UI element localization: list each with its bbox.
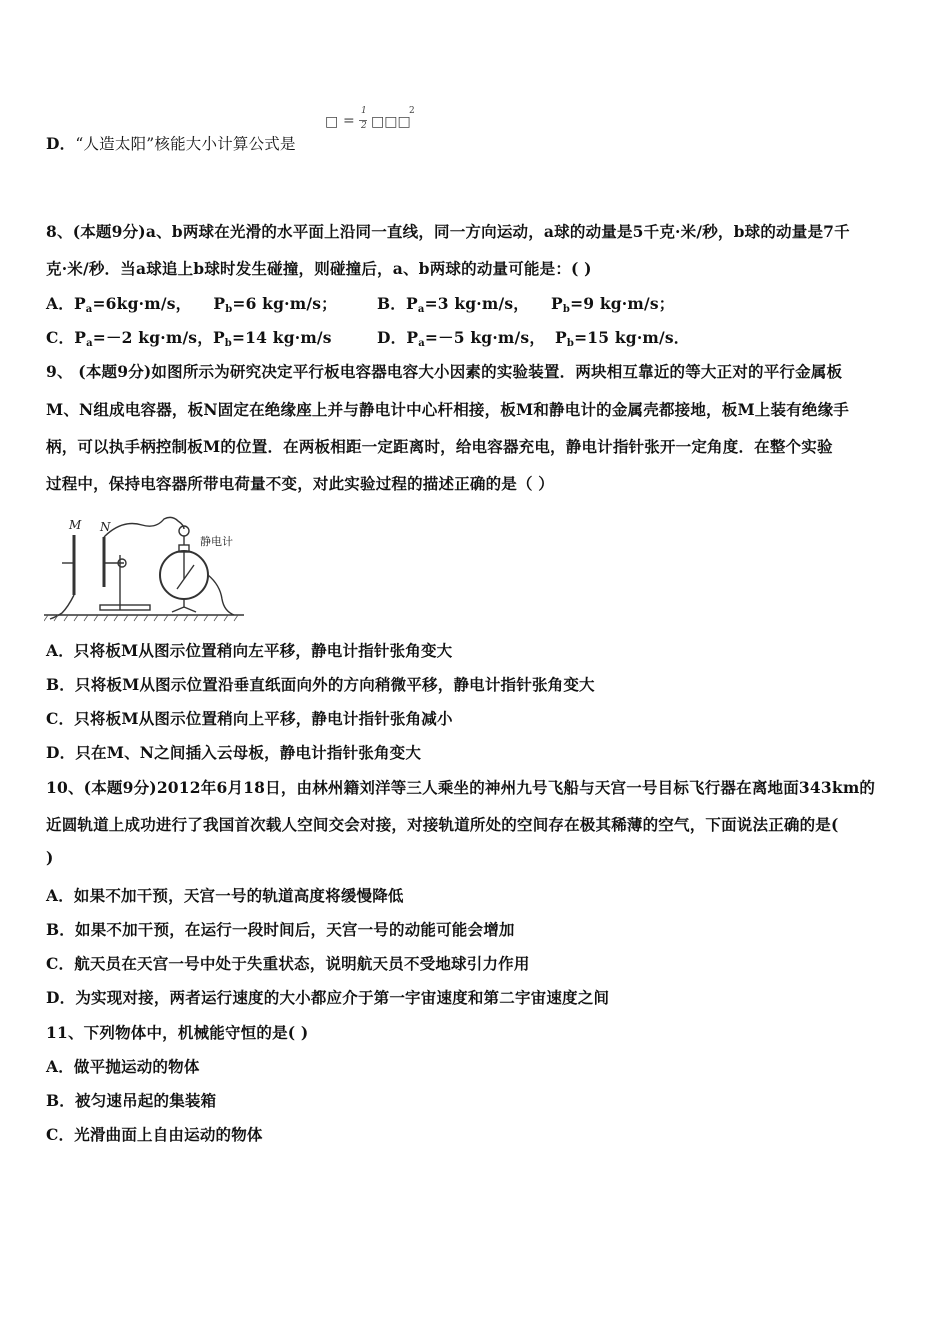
q7-formula [325,108,425,142]
q9-option-a: A．只将板M从图示位置稍向左平移，静电计指针张角变大 [46,641,453,660]
formula-box: □ [325,114,339,130]
q9-stem-text4: 过程中，保持电容器所带电荷量不变，对此实验过程的描述正确的是（ ） [46,474,554,493]
q8-option-c-pb: =14 kg·m/s [232,328,332,347]
q8-option-c-label: C． [46,328,75,347]
p-symbol: P [555,328,567,347]
sub-a: a [418,338,425,349]
p-symbol: P [406,328,419,347]
q10-stem-line3: ) [46,848,54,867]
p-symbol: P [551,294,563,313]
formula-denominator: 2 [361,121,367,131]
q8-option-b-pb: =9 kg·m/s； [570,294,675,313]
q9-stem-line4 [46,474,554,494]
formula-equals: = [343,113,355,129]
electrometer-ground-wire [208,575,234,615]
q8-option-d [377,328,690,348]
label-n: N [100,520,111,534]
q8-option-b [377,294,675,314]
q8-stem-line1 [46,222,850,242]
q8-option-c [46,328,332,348]
sub-a: a [85,304,93,315]
sub-b: b [566,338,575,349]
q11-option-b: B．被匀速吊起的集装箱 [46,1091,217,1110]
ground-hatch [44,615,238,621]
q9-option-d: D．只在M、N之间插入云母板，静电计指针张角变大 [46,743,422,762]
q10-stem-line1: 10、(本题9分)2012年6月18日，由林州籍刘洋等三人乘坐的神州九号飞船与天宫一号目标飞行器在离地面343km的 [46,778,876,797]
q8-option-a-label: A． [46,294,74,313]
q8-option-a-pa: =6kg·m/s， [92,294,192,313]
connecting-wire [104,517,184,537]
q10-option-b: B．如果不加干预，在运行一段时间后，天宫一号的动能可能会增加 [46,920,515,939]
q8-number: 8、 [46,222,73,241]
label-electrometer: 静电计 [200,535,233,548]
electrometer-leg-right [184,607,196,612]
label-m: M [69,518,82,532]
electrometer-needle [177,565,194,589]
q10-option-a: A．如果不加干预，天宫一号的轨道高度将缓慢降低 [46,886,404,905]
q11-stem: 11、下列物体中，机械能守恒的是( ) [46,1023,309,1042]
sub-b: b [224,338,232,349]
q9-stem-line3 [46,437,833,457]
q9-option-b: B．只将板M从图示位置沿垂直纸面向外的方向稍微平移，静电计指针张角变大 [46,675,595,694]
q10-option-c: C．航天员在天宫一号中处于失重状态，说明航天员不受地球引力作用 [46,954,530,973]
p-symbol: P [73,294,86,313]
q9-stem-text1: 9、 (本题9分)如图所示为研究决定平行板电容器电容大小因素的实验装置．两块相互靠近的等大正对的平行金属板 [46,362,843,381]
q9-stem-line2 [46,400,849,420]
q11-option-c: C．光滑曲面上自由运动的物体 [46,1125,263,1144]
q8-option-c-pa: =－2 kg·m/s， [92,328,213,347]
q8-option-a-pb: =6 kg·m/s； [232,294,337,313]
q8-option-b-pa: =3 kg·m/s， [424,294,529,313]
q9-stem-text3: 柄，可以执手柄控制板M的位置．在两板相距一定距离时，给电容器充电，静电计指针张开一定角度．在整个实验 [46,437,833,456]
q9-option-c: C．只将板M从图示位置稍向上平移，静电计指针张角减小 [46,709,453,728]
sub-a: a [417,304,425,315]
formula-numerator: 1 [361,106,367,116]
q8-option-a [46,294,337,314]
q9-stem-line1 [46,362,842,382]
q9-stem-text2: M、N组成电容器，板N固定在绝缘座上并与静电计中心杆相接，板M和静电计的金属壳都接地，板M上装有绝缘手 [46,400,850,419]
q8-option-d-pa: =－5 kg·m/s， [424,328,546,347]
stand-base [100,605,150,610]
p-symbol: P [406,294,418,313]
q8-option-d-pb: =15 kg·m/s． [574,328,690,347]
q8-option-b-label: B． [377,294,407,313]
q11-option-a: A．做平抛运动的物体 [46,1057,200,1076]
q8-stem-text1: (本题9分)a、b两球在光滑的水平面上沿同一直线，同一方向运动，a球的动量是5千克·米/秒，b球的动量是7千 [72,222,850,241]
sub-b: b [562,304,571,315]
electrometer-leg-left [172,607,184,612]
sub-b: b [225,304,233,315]
sub-a: a [86,338,93,349]
q7-option-d-label: D． [46,134,76,153]
capacitor-electrometer-figure [44,515,249,625]
formula-tail: □□□ [371,114,411,130]
p-symbol: P [212,328,225,347]
q7-option-d-text: “人造太阳”核能大小计算公式是 [75,135,296,153]
q8-stem-line2: 克·米/秒．当a球追上b球时发生碰撞，则碰撞后，a、b两球的动量可能是：( ) [46,259,592,278]
p-symbol: P [213,294,226,313]
q8-option-d-label: D． [377,328,407,347]
p-symbol: P [74,328,87,347]
q10-option-d: D．为实现对接，两者运行速度的大小都应介于第一宇宙速度和第二宇宙速度之间 [46,988,610,1007]
formula-exponent: 2 [409,106,415,116]
q10-stem-line2: 近圆轨道上成功进行了我国首次载人空间交会对接，对接轨道所处的空间存在极其稀薄的空气，下面说法正确的是( [46,815,839,834]
q7-option-d [46,134,296,154]
